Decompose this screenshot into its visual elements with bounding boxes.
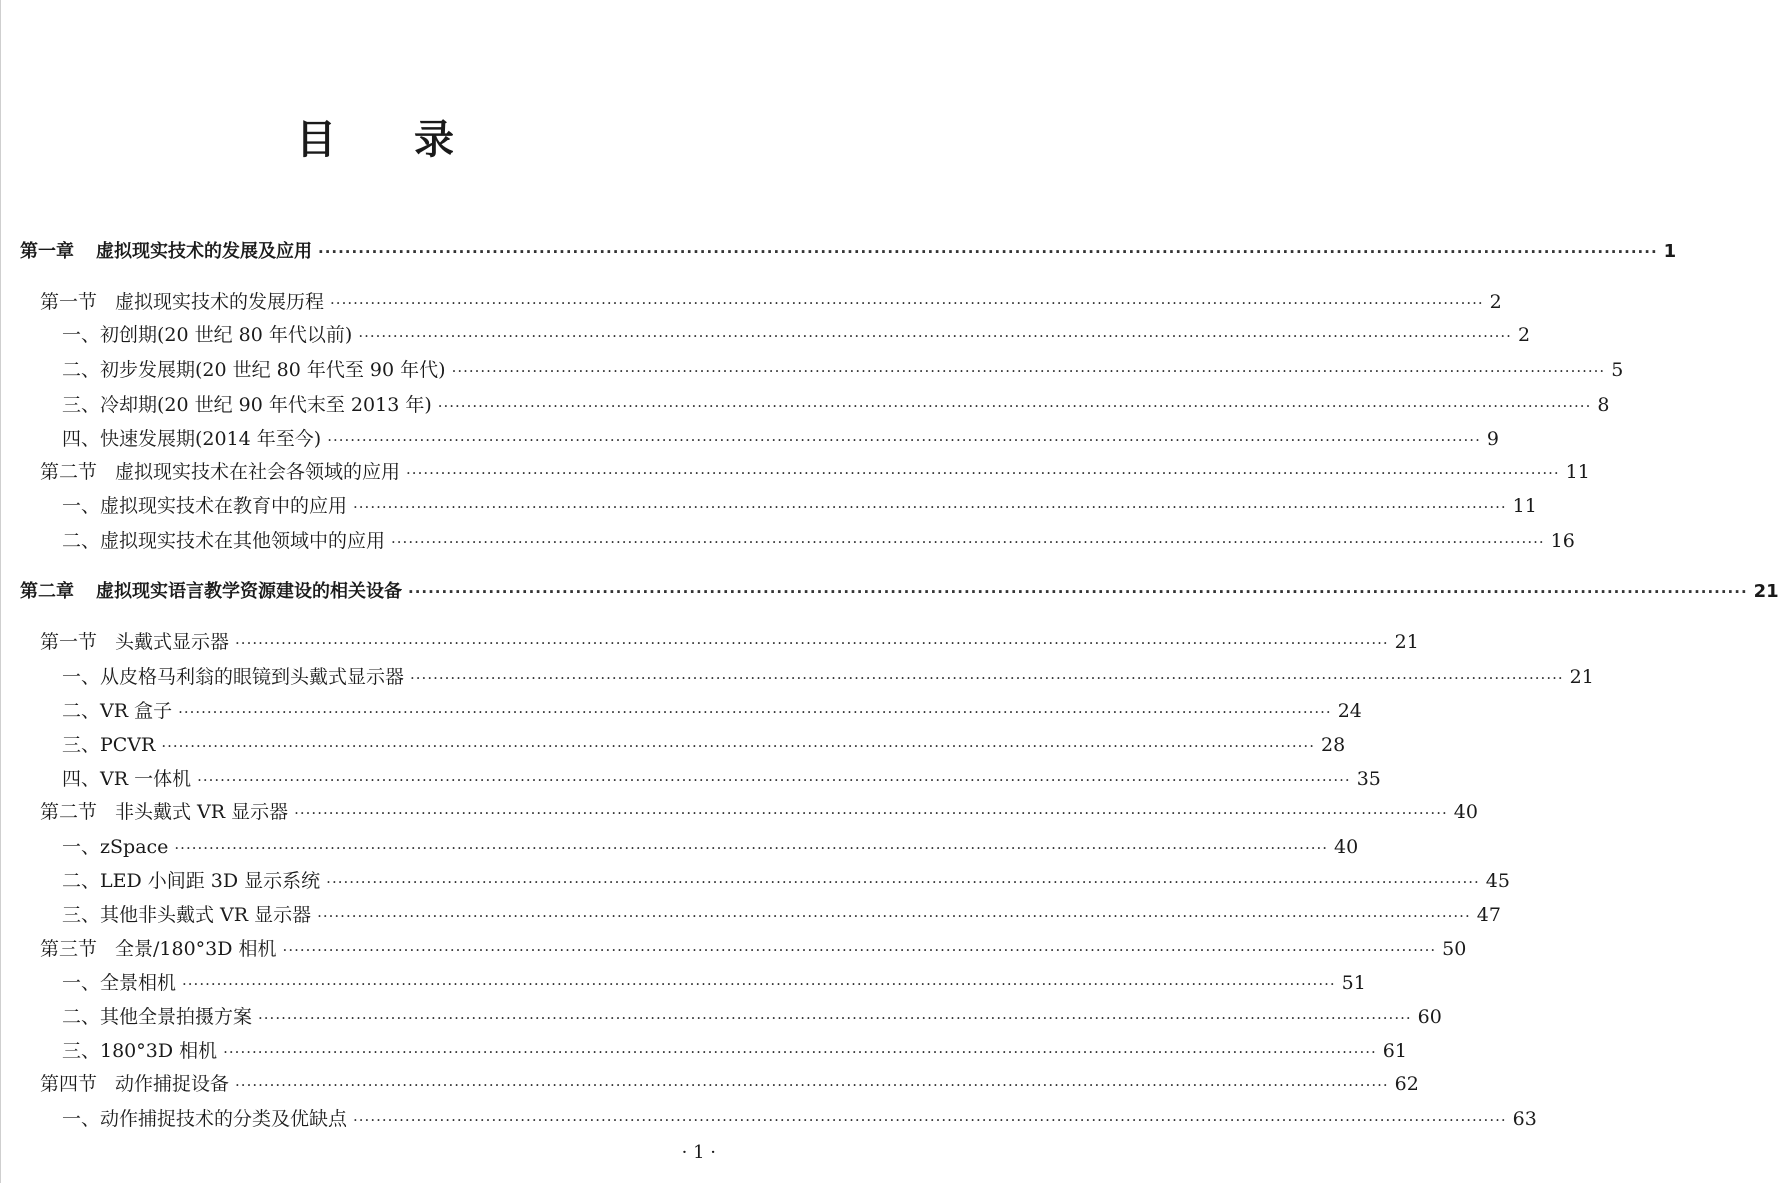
toc-entry-text: 二、其他全景拍摄方案 xyxy=(62,1006,253,1028)
toc-entry-text: 一、zSpace xyxy=(62,836,169,858)
toc-entry-text: 非头戴式 VR 显示器 xyxy=(115,801,289,823)
toc-entry-label xyxy=(40,290,324,314)
toc-entry-item[interactable] xyxy=(62,1107,1537,1132)
dot-leader: ········································································································································································································ xyxy=(197,771,1351,789)
toc-entry-number: 第二章 xyxy=(20,581,74,602)
toc-entry-page: 60 xyxy=(1417,1006,1442,1028)
toc-entry-text: 二、LED 小间距 3D 显示系统 xyxy=(62,870,321,892)
toc-entry-text: 头戴式显示器 xyxy=(115,631,230,653)
toc-entry-page: 11 xyxy=(1512,495,1537,517)
toc-entry-number: 第一章 xyxy=(20,241,74,262)
toc-entry-label xyxy=(62,699,172,723)
toc-entry-item[interactable] xyxy=(62,903,1501,928)
toc-entry-page: 45 xyxy=(1485,870,1510,892)
toc-entry-label xyxy=(62,529,385,553)
toc-entry-page: 21 xyxy=(1569,666,1594,688)
toc-entry-item[interactable] xyxy=(62,665,1594,690)
toc-entry-number: 第四节 xyxy=(40,1073,98,1095)
dot-leader: ········································································································································································································ xyxy=(182,975,1336,993)
toc-entry-label xyxy=(62,903,311,927)
toc-entry-label xyxy=(62,323,352,347)
toc-entry-text: 三、PCVR xyxy=(62,734,156,756)
toc-entry-page: 40 xyxy=(1453,801,1478,823)
toc-entry-text: 动作捕捉设备 xyxy=(115,1073,230,1095)
toc-entry-page: 61 xyxy=(1382,1040,1407,1062)
toc-entry-label xyxy=(20,580,402,604)
toc-entry-label xyxy=(62,1039,217,1063)
toc-entry-item[interactable] xyxy=(62,733,1346,758)
toc-entry-text: 三、其他非头戴式 VR 显示器 xyxy=(62,904,312,926)
toc-entry-item[interactable] xyxy=(62,358,1624,383)
toc-entry-section[interactable] xyxy=(40,290,1502,315)
toc-entry-page: 2 xyxy=(1489,291,1502,313)
dot-leader: ········································································································································································································ xyxy=(174,839,1329,857)
toc-entry-page: 11 xyxy=(1565,461,1590,483)
toc-entry-page: 1 xyxy=(1663,241,1677,262)
toc-entry-item[interactable] xyxy=(62,869,1510,894)
toc-entry-label xyxy=(62,494,347,518)
dot-leader: ········································································································································································································ xyxy=(235,1076,1389,1094)
dot-leader: ········································································································································································································ xyxy=(161,737,1315,755)
toc-entry-page: 40 xyxy=(1334,836,1359,858)
toc-entry-item[interactable] xyxy=(62,835,1359,860)
toc-entry-section[interactable] xyxy=(40,1072,1419,1097)
toc-entry-text: 虚拟现实技术的发展历程 xyxy=(115,291,325,313)
toc-entry-label xyxy=(62,869,320,893)
toc-entry-item[interactable] xyxy=(62,1039,1407,1064)
toc-entry-label xyxy=(62,393,432,417)
toc-entry-page: 50 xyxy=(1442,938,1467,960)
toc-entry-text: 一、虚拟现实技术在教育中的应用 xyxy=(62,495,348,517)
dot-leader: ········································································································································································································ xyxy=(353,498,1507,516)
toc-entry-label xyxy=(62,767,191,791)
toc-entry-section[interactable] xyxy=(40,937,1467,962)
toc-entry-text: 一、动作捕捉技术的分类及优缺点 xyxy=(62,1108,348,1130)
toc-entry-page: 62 xyxy=(1394,1073,1419,1095)
toc-entry-item[interactable] xyxy=(62,1005,1442,1030)
toc-entry-page: 28 xyxy=(1320,734,1346,756)
page-number: · 1 · xyxy=(681,1142,716,1163)
toc-entry-label xyxy=(62,665,404,689)
dot-leader: ········································································································································································································ xyxy=(317,907,1471,925)
toc-entry-chapter[interactable] xyxy=(20,580,1779,604)
toc-entry-text: 三、冷却期(20 世纪 90 年代末至 2013 年) xyxy=(62,394,432,416)
toc-entry-label xyxy=(62,358,446,382)
dot-leader: ········································································································································································································ xyxy=(353,1111,1507,1129)
toc-entry-page: 47 xyxy=(1476,904,1501,926)
toc-entry-page: 2 xyxy=(1517,324,1531,346)
toc-entry-number: 第三节 xyxy=(40,938,98,960)
toc-entry-page: 8 xyxy=(1597,394,1610,416)
toc-entry-label xyxy=(62,427,321,451)
toc-entry-text: 二、虚拟现实技术在其他领域中的应用 xyxy=(62,530,386,552)
dot-leader: ········································································································································································································ xyxy=(327,431,1481,449)
toc-entry-text: 虚拟现实技术的发展及应用 xyxy=(96,241,312,262)
toc-entry-chapter[interactable] xyxy=(20,240,1677,264)
toc-entry-text: 一、初创期(20 世纪 80 年代以前) xyxy=(62,324,353,346)
toc-entry-label xyxy=(62,733,155,757)
toc-entry-label xyxy=(40,460,400,484)
toc-entry-text: 虚拟现实技术在社会各领域的应用 xyxy=(115,461,401,483)
toc-entry-text: 二、初步发展期(20 世纪 80 年代至 90 年代) xyxy=(62,359,446,381)
page-edge xyxy=(0,0,1,1183)
toc-entry-item[interactable] xyxy=(62,971,1366,996)
toc-entry-text: 一、从皮格马利翁的眼镜到头戴式显示器 xyxy=(62,666,405,688)
toc-entry-label xyxy=(40,937,277,961)
toc-entry-item[interactable] xyxy=(62,427,1499,452)
dot-leader: ········································································································································································································ xyxy=(410,669,1564,687)
toc-entry-text: 四、快速发展期(2014 年至今) xyxy=(62,428,322,450)
dot-leader: ········································································································································································································ xyxy=(294,804,1448,822)
toc-entry-item[interactable] xyxy=(62,323,1531,348)
toc-entry-label xyxy=(20,240,312,264)
toc-entry-item[interactable] xyxy=(62,699,1362,724)
dot-leader: ········································································································································································································ xyxy=(258,1009,1412,1027)
toc-entry-text: 全景/180°3D 相机 xyxy=(115,938,277,960)
toc-entry-text: 一、全景相机 xyxy=(62,972,177,994)
toc-entry-page: 21 xyxy=(1394,631,1419,653)
toc-entry-text: 虚拟现实语言教学资源建设的相关设备 xyxy=(96,581,402,602)
toc-entry-label xyxy=(40,1072,229,1096)
toc-entry-page: 9 xyxy=(1486,428,1499,450)
toc-entry-section[interactable] xyxy=(40,460,1590,485)
toc-entry-label xyxy=(40,800,288,824)
toc-entry-page: 63 xyxy=(1512,1108,1537,1130)
dot-leader: ········································································································································································································ xyxy=(358,327,1512,345)
toc-entry-page: 24 xyxy=(1337,700,1362,722)
dot-leader: ········································································································································································································ xyxy=(326,873,1480,891)
dot-leader: ········································································································································································································ xyxy=(437,397,1592,415)
toc-entry-label xyxy=(62,835,168,859)
toc-entry-number: 第一节 xyxy=(40,631,98,653)
toc-entry-page: 5 xyxy=(1611,359,1624,381)
toc-entry-text: 三、180°3D 相机 xyxy=(62,1040,218,1062)
dot-leader: ········································································································································································································ xyxy=(318,243,1658,261)
toc-entry-item[interactable] xyxy=(62,393,1610,418)
dot-leader: ········································································································································································································ xyxy=(282,941,1437,959)
dot-leader: ········································································································································································································ xyxy=(223,1043,1377,1061)
toc-entry-section[interactable] xyxy=(40,630,1419,655)
toc-entry-item[interactable] xyxy=(62,529,1575,554)
dot-leader: ········································································································································································································ xyxy=(391,533,1545,551)
dot-leader: ········································································································································································································ xyxy=(178,703,1332,721)
dot-leader: ········································································································································································································ xyxy=(451,362,1606,380)
toc-entry-label xyxy=(62,1005,252,1029)
toc-entry-section[interactable] xyxy=(40,800,1478,825)
toc-entry-text: 二、VR 盒子 xyxy=(62,700,173,722)
dot-leader: ········································································································································································································ xyxy=(408,583,1748,601)
toc-entry-page: 21 xyxy=(1753,581,1779,602)
page-title: 目录 xyxy=(296,117,532,163)
toc-entry-label xyxy=(62,971,176,995)
toc-entry-item[interactable] xyxy=(62,494,1537,519)
toc-entry-page: 51 xyxy=(1341,972,1366,994)
toc-entry-item[interactable] xyxy=(62,767,1381,792)
toc-entry-number: 第二节 xyxy=(40,461,98,483)
toc-entry-number: 第一节 xyxy=(40,291,98,313)
toc-entry-number: 第二节 xyxy=(40,801,98,823)
toc-entry-page: 16 xyxy=(1550,530,1575,552)
dot-leader: ········································································································································································································ xyxy=(330,294,1484,312)
toc-entry-label xyxy=(62,1107,347,1131)
dot-leader: ········································································································································································································ xyxy=(235,634,1389,652)
dot-leader: ········································································································································································································ xyxy=(406,464,1560,482)
toc-entry-page: 35 xyxy=(1356,768,1381,790)
toc-entry-label xyxy=(40,630,229,654)
toc-entry-text: 四、VR 一体机 xyxy=(62,768,192,790)
